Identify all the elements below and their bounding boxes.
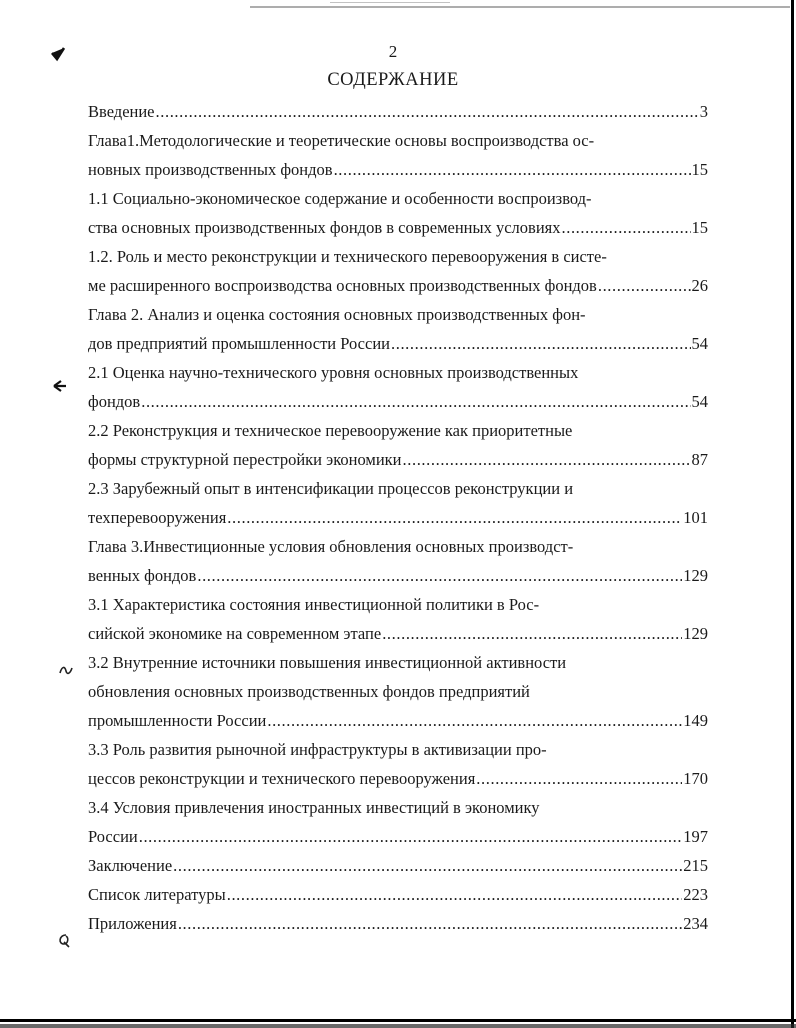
toc-entry-line bbox=[88, 242, 708, 271]
toc-leader-dots bbox=[382, 619, 682, 648]
toc-entry-text: формы структурной перестройки экономики bbox=[88, 450, 402, 469]
toc-entry-line bbox=[88, 561, 708, 590]
toc-entry-text: дов предприятий промышленности России bbox=[88, 334, 390, 353]
toc-entry-page: 223 bbox=[683, 885, 708, 904]
toc-entry-line bbox=[88, 416, 708, 445]
toc-leader-dots bbox=[173, 851, 682, 880]
toc-entry-page: 15 bbox=[691, 218, 708, 237]
toc-entry-line bbox=[88, 822, 708, 851]
toc-entry-page: 129 bbox=[683, 624, 708, 643]
toc-leader-dots bbox=[598, 271, 691, 300]
toc-entry-text: 3.2 Внутренние источники повышения инвестиционной активности bbox=[88, 653, 567, 672]
toc-entry-text: обновления основных производственных фондов предприятий bbox=[88, 682, 530, 701]
toc-entry-text: 2.3 Зарубежный опыт в интенсификации процессов реконструкции и bbox=[88, 479, 574, 498]
toc-entry-line bbox=[88, 909, 708, 938]
toc-entry-line bbox=[88, 503, 708, 532]
toc-entry-line bbox=[88, 677, 708, 706]
page-title: СОДЕРЖАНИЕ bbox=[327, 70, 459, 90]
toc-entry-page: 170 bbox=[683, 769, 708, 788]
page-number: 2 bbox=[388, 42, 398, 61]
toc-entry-line bbox=[88, 735, 708, 764]
toc-entry-line bbox=[88, 880, 708, 909]
toc-entry-line bbox=[88, 590, 708, 619]
toc-leader-dots bbox=[476, 764, 682, 793]
toc-entry-line bbox=[88, 474, 708, 503]
toc-entry-text: ства основных производственных фондов в современных условиях bbox=[88, 218, 561, 237]
toc-entry-page: 215 bbox=[683, 856, 708, 875]
scan-edge-border bbox=[0, 1019, 796, 1022]
toc-entry-line bbox=[88, 619, 708, 648]
scan-edge-border bbox=[0, 1024, 796, 1028]
toc-entry-text: сийской экономике на современном этапе bbox=[88, 624, 382, 643]
toc-leader-dots bbox=[562, 213, 691, 242]
toc-entry-line bbox=[88, 387, 708, 416]
toc-entry-text: новных производственных фондов bbox=[88, 160, 333, 179]
toc-entry-page: 26 bbox=[691, 276, 708, 295]
handwritten-squiggle-mark-icon bbox=[58, 662, 74, 678]
toc-entry-page: 54 bbox=[691, 392, 708, 411]
toc-leader-dots bbox=[267, 706, 682, 735]
toc-entry-text: Список литературы bbox=[88, 885, 226, 904]
scan-artifact-line bbox=[250, 6, 790, 8]
toc-entry-line bbox=[88, 532, 708, 561]
toc-entry-text: промышленности России bbox=[88, 711, 267, 730]
toc-entry-text: Приложения bbox=[88, 914, 177, 933]
toc-entry-text: ме расширенного воспроизводства основных производственных фондов bbox=[88, 276, 597, 295]
toc-entry-text: 1.2. Роль и место реконструкции и технического перевооружения в систе- bbox=[88, 247, 607, 266]
toc-entry-text: 3.3 Роль развития рыночной инфраструктуры в активизации про- bbox=[88, 740, 547, 759]
toc-entry-text: 3.1 Характеристика состояния инвестиционной политики в Рос- bbox=[88, 595, 540, 614]
toc-entry-text: 1.1 Социально-экономическое содержание и особенности воспроизвод- bbox=[88, 189, 592, 208]
toc-entry-line bbox=[88, 445, 708, 474]
toc-entry-text: 2.2 Реконструкция и техническое перевооружение как приоритетные bbox=[88, 421, 573, 440]
toc-entry-line bbox=[88, 764, 708, 793]
toc-entry-line bbox=[88, 126, 708, 155]
toc-leader-dots bbox=[227, 880, 683, 909]
toc-entry-line bbox=[88, 851, 708, 880]
toc-entry-line bbox=[88, 706, 708, 735]
toc-leader-dots bbox=[334, 155, 691, 184]
toc-entry-text: Глава 2. Анализ и оценка состояния основных производственных фон- bbox=[88, 305, 586, 324]
toc-leader-dots bbox=[139, 822, 683, 851]
toc-entry-page: 129 bbox=[683, 566, 708, 585]
toc-entry-page: 101 bbox=[683, 508, 708, 527]
toc-entry-page: 197 bbox=[683, 827, 708, 846]
toc-entry-page: 3 bbox=[699, 102, 708, 121]
toc-leader-dots bbox=[227, 503, 682, 532]
toc-entry-text: фондов bbox=[88, 392, 141, 411]
toc-entry-line bbox=[88, 97, 708, 126]
toc-leader-dots bbox=[391, 329, 691, 358]
toc-entry-line bbox=[88, 648, 708, 677]
toc-entry-line bbox=[88, 155, 708, 184]
toc-entry-page: 149 bbox=[683, 711, 708, 730]
handwritten-arrow-mark-icon bbox=[52, 378, 68, 394]
toc-entry-text: цессов реконструкции и технического перевооружения bbox=[88, 769, 476, 788]
handwritten-q-mark-icon bbox=[56, 932, 72, 948]
toc-entry-text: Введение bbox=[88, 102, 155, 121]
table-of-contents bbox=[88, 97, 708, 938]
toc-entry-page: 15 bbox=[691, 160, 708, 179]
toc-entry-line bbox=[88, 271, 708, 300]
toc-entry-text: Глава 3.Инвестиционные условия обновления основных производст- bbox=[88, 537, 574, 556]
toc-leader-dots bbox=[178, 909, 682, 938]
toc-entry-line bbox=[88, 184, 708, 213]
toc-entry-text: 2.1 Оценка научно-технического уровня основных производственных bbox=[88, 363, 579, 382]
toc-entry-line bbox=[88, 793, 708, 822]
toc-leader-dots bbox=[156, 97, 699, 126]
toc-entry-text: России bbox=[88, 827, 138, 846]
toc-entry-line bbox=[88, 300, 708, 329]
toc-entry-line bbox=[88, 329, 708, 358]
toc-entry-page: 87 bbox=[691, 450, 708, 469]
toc-entry-line bbox=[88, 213, 708, 242]
toc-entry-text: Заключение bbox=[88, 856, 173, 875]
toc-entry-text: Глава1.Методологические и теоретические основы воспроизводства ос- bbox=[88, 131, 595, 150]
toc-entry-text: техперевооружения bbox=[88, 508, 227, 527]
toc-entry-page: 234 bbox=[683, 914, 708, 933]
toc-leader-dots bbox=[403, 445, 691, 474]
toc-entry-text: 3.4 Условия привлечения иностранных инвестиций в экономику bbox=[88, 798, 540, 817]
toc-entry-line bbox=[88, 358, 708, 387]
toc-entry-text: венных фондов bbox=[88, 566, 197, 585]
toc-leader-dots bbox=[197, 561, 682, 590]
scan-artifact-line bbox=[330, 2, 450, 3]
toc-entry-page: 54 bbox=[691, 334, 708, 353]
toc-leader-dots bbox=[141, 387, 690, 416]
scan-edge-border bbox=[791, 0, 794, 1028]
